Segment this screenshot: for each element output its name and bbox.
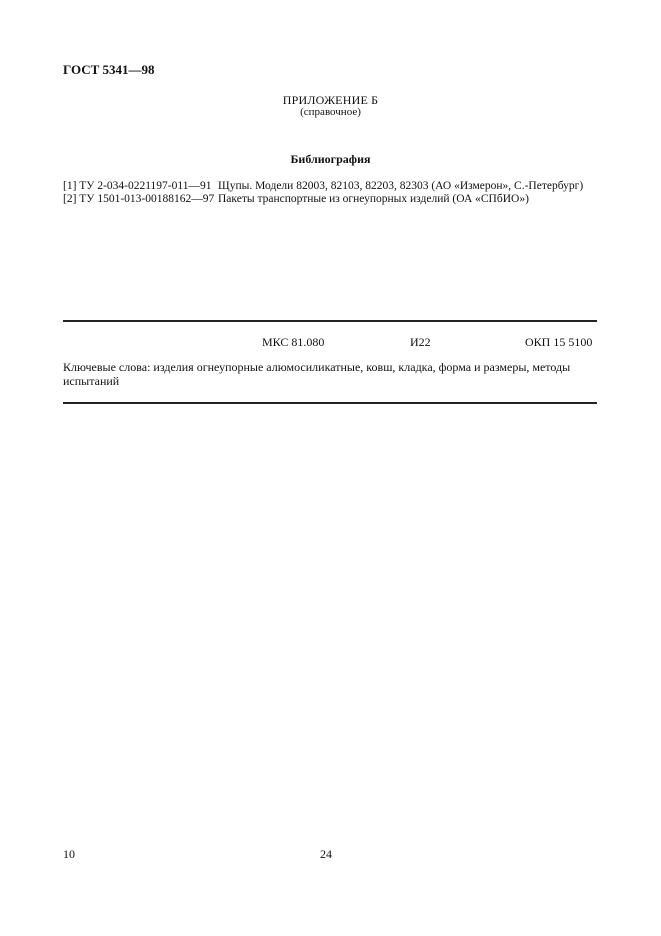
reference-text: Пакеты транспортные из огнеупорных изделий (ОА «СПбИО»): [218, 193, 529, 205]
mks-code: МКС 81.080: [262, 335, 325, 349]
annex-subtitle: (справочное): [300, 106, 361, 118]
bibliography-item-1: [63, 180, 603, 192]
footer-left-number: 10: [63, 847, 75, 861]
reference-text: Щупы. Модели 82003, 82103, 82203, 82303 (АО «Измерон», С.-Петербург): [218, 180, 584, 192]
reference-code: [1] ТУ 2-034-0221197-011—91: [63, 180, 212, 192]
bottom-divider: [63, 402, 597, 404]
annex-title: ПРИЛОЖЕНИЕ Б: [282, 93, 379, 107]
bibliography-item-2: [63, 193, 603, 205]
group-code: И22: [410, 335, 431, 349]
page-number: 24: [320, 847, 332, 861]
bibliography-heading: Библиография: [290, 152, 371, 166]
keywords: Ключевые слова: изделия огнеупорные алюмосиликатные, ковш, кладка, форма и размеры, методы испытаний: [63, 360, 571, 388]
reference-code: [2] ТУ 1501-013-00188162—97: [63, 193, 215, 205]
document-code: ГОСТ 5341—98: [63, 62, 155, 77]
okp-code: ОКП 15 5100: [525, 335, 593, 349]
top-divider: [63, 320, 597, 322]
